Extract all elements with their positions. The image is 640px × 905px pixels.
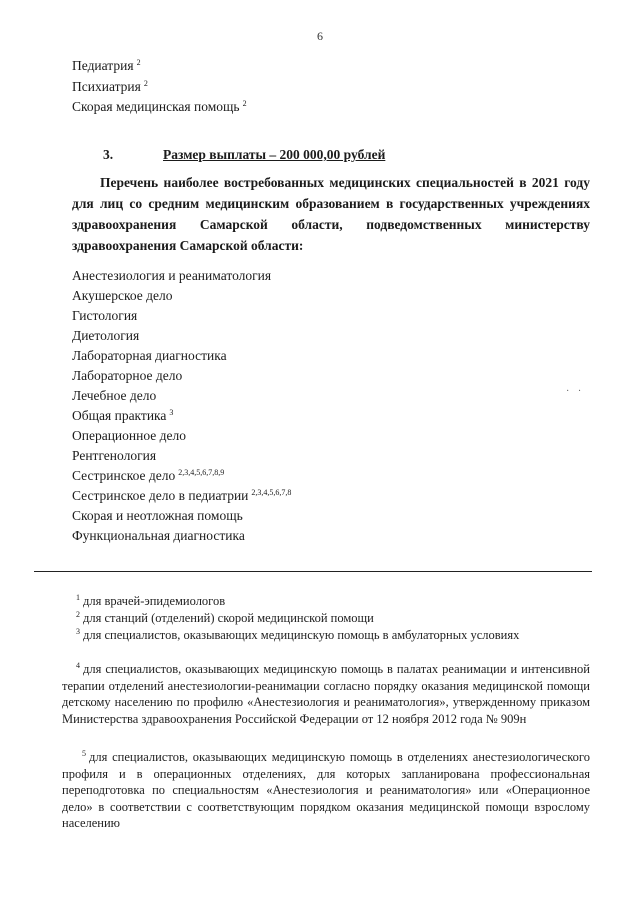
list-item: Диетология — [72, 328, 140, 343]
list-item: Лечебное дело — [72, 388, 157, 403]
footnote: $^2$ для станций (отделений) скорой медицинской помощи — [76, 609, 374, 625]
footnote: $^4$ для специалистов, оказывающих медицинскую помощь в палатах реанимации и интенсивной терапии отделений анестезиологии-реанимации согласно порядку оказания медицинской помощи детскому населению по профилю «Анестезиология и реаниматология», утвержденному приказом Министерства здравоохранения Российской Федерации от 12 ноября 2012 года № 909н — [62, 660, 590, 726]
list-item: Сестринское дело в педиатрии $^{2,3,4,5,6,7,8}$ — [72, 487, 292, 503]
list-item: Акушерское дело — [72, 288, 173, 303]
list-item: Лабораторная диагностика — [72, 348, 227, 363]
list-item: Скорая медицинская помощь $^2$ — [72, 98, 247, 114]
list-item: Функциональная диагностика — [72, 528, 245, 543]
stray-mark: · · — [566, 386, 585, 397]
footnote-divider — [34, 571, 592, 572]
footnote: $^1$ для врачей-эпидемиологов — [76, 592, 226, 608]
section-title: Размер выплаты – 200 000,00 рублей — [163, 147, 386, 162]
footnote: $^3$ для специалистов, оказывающих медицинскую помощь в амбулаторных условиях — [76, 626, 520, 642]
list-item: Гистология — [72, 308, 138, 323]
list-item: Рентгенология — [72, 448, 157, 463]
list-item: Скорая и неотложная помощь — [72, 508, 243, 523]
footnote: $^5$ для специалистов, оказывающих медицинскую помощь в отделениях анестезиологического профиля и в операционных отделениях, для которых запланирована профессиональная переподготовка по специальностям «Анестезиология и реаниматология» или «Операционное дело» в соответствии с соответствующим порядком оказания медицинской помощи взрослому населению — [62, 748, 590, 831]
list-item: Общая практика $^3$ — [72, 407, 174, 423]
list-item: Операционное дело — [72, 428, 186, 443]
list-item: Психиатрия $^2$ — [72, 78, 148, 94]
list-item: Сестринское дело $^{2,3,4,5,6,7,8,9}$ — [72, 467, 225, 483]
section-number: 3. — [103, 147, 114, 162]
list-item: Педиатрия $^2$ — [72, 57, 141, 73]
list-heading: Перечень наиболее востребованных медицинских специальностей в 2021 году для лиц со средним медицинским образованием в государственных учреждениях здравоохранения Самарской области, подведомственных министерству здравоохранения Самарской области: — [72, 175, 590, 253]
section-heading — [103, 147, 386, 163]
list-item: Анестезиология и реаниматология — [72, 268, 272, 283]
page-number: 6 — [317, 29, 323, 43]
list-item: Лабораторное дело — [72, 368, 183, 383]
